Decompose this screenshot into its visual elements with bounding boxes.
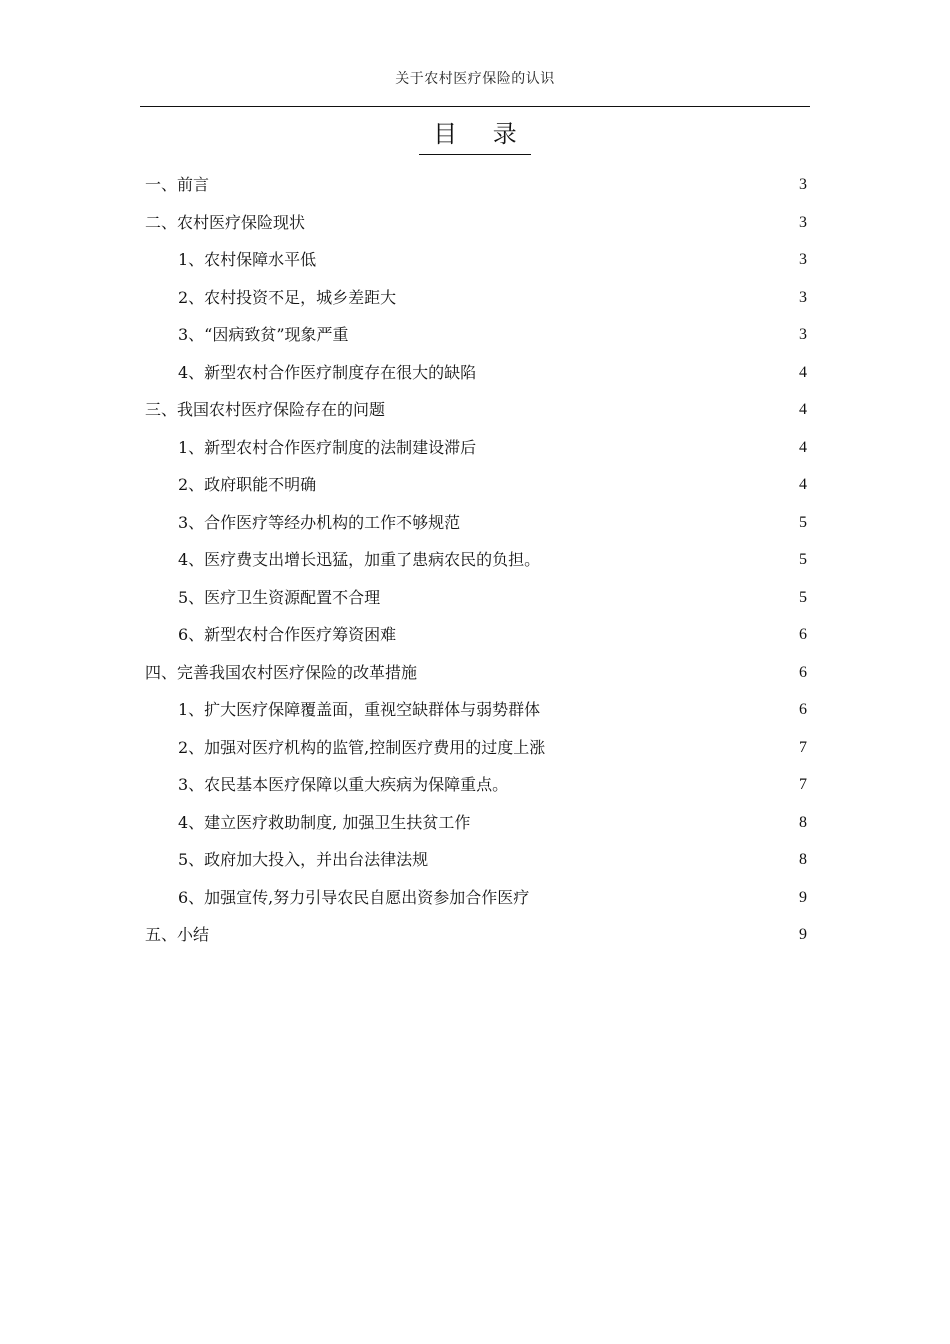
toc-entry-text: 1、新型农村合作医疗制度的法制建设滞后 [178,437,477,457]
header-rule [140,106,810,107]
toc-entry-text: 1、农村保障水平低 [178,250,317,269]
toc-entry-text: 5、医疗卫生资源配置不合理 [178,587,381,607]
toc-page-number: 3 [799,326,807,343]
toc-entry[interactable] [145,504,807,542]
toc-entry-text: 1、扩大医疗保障覆盖面，重视空缺群体与弱势群体 [178,700,541,719]
toc-page-number: 4 [799,401,807,418]
toc-entry-text: 4、新型农村合作医疗制度存在很大的缺陷 [178,362,477,382]
toc-entry[interactable] [145,579,807,617]
toc-page-number: 6 [799,626,807,643]
toc-entry-text: 5、政府加大投入，并出台法律法规 [178,850,429,869]
toc-page-number: 3 [799,251,807,268]
running-header: 关于农村医疗保险的认识 [395,71,555,87]
toc-page-number: 7 [799,776,807,793]
toc-page-number: 3 [799,176,807,193]
toc-page-number: 9 [799,926,807,943]
toc-page-number: 4 [799,476,807,493]
toc-entry[interactable] [145,691,807,729]
toc-entry-text: 3、农民基本医疗保障以重大疾病为保障重点。 [178,775,509,794]
toc-entry-text: 6、新型农村合作医疗筹资困难 [178,625,397,644]
toc-entry[interactable] [145,466,807,504]
toc-entry[interactable] [145,804,807,842]
toc-page-number: 6 [799,663,807,681]
toc-title-wrapper [0,118,950,155]
toc-entry[interactable] [145,541,807,579]
toc-page-number: 5 [799,513,807,531]
toc-entry[interactable] [145,879,807,917]
toc-entry[interactable] [145,729,807,767]
toc-page-number: 8 [799,813,807,831]
toc-page-number: 7 [799,738,807,756]
toc-page-number: 5 [799,588,807,606]
toc-entry[interactable] [145,354,807,392]
toc-entry-text: 4、建立医疗救助制度, 加强卫生扶贫工作 [178,812,471,832]
toc-entry[interactable] [145,316,807,354]
toc-page-number: 9 [799,888,807,906]
toc-entry-text: 二、农村医疗保险现状 [145,212,306,232]
toc-page-number: 4 [799,363,807,381]
toc-entry[interactable] [145,391,807,429]
toc-entry-text: 2、加强对医疗机构的监管,控制医疗费用的过度上涨 [178,737,546,757]
toc-entry-text: 一、前言 [145,175,210,194]
toc-entry[interactable] [145,766,807,804]
toc-entry-text: 2、农村投资不足，城乡差距大 [178,287,397,307]
table-of-contents [145,166,807,954]
toc-page-number: 8 [799,851,807,868]
toc-entry[interactable] [145,279,807,317]
toc-entry[interactable] [145,654,807,692]
toc-page-number: 3 [799,288,807,306]
toc-page-number: 4 [799,438,807,456]
toc-entry[interactable] [145,241,807,279]
toc-entry[interactable] [145,616,807,654]
toc-entry[interactable] [145,166,807,204]
toc-entry-text: 4、医疗费支出增长迅猛，加重了患病农民的负担。 [178,550,541,569]
toc-page-number: 6 [799,701,807,718]
toc-title: 目 录 [419,118,531,155]
toc-entry[interactable] [145,916,807,954]
toc-entry-text: 三、我国农村医疗保险存在的问题 [145,400,386,419]
toc-entry-text: 五、小结 [145,925,210,944]
toc-entry-text: 四、完善我国农村医疗保险的改革措施 [145,662,418,682]
toc-entry-text: 6、加强宣传,努力引导农民自愿出资参加合作医疗 [178,887,530,907]
toc-entry-text: 2、政府职能不明确 [178,475,317,494]
toc-page-number: 3 [799,213,807,231]
toc-entry[interactable] [145,204,807,242]
toc-entry-text: 3、合作医疗等经办机构的工作不够规范 [178,512,461,532]
toc-entry[interactable] [145,429,807,467]
toc-page-number: 5 [799,551,807,568]
toc-entry[interactable] [145,841,807,879]
toc-entry-text: 3、“因病致贫”现象严重 [178,325,349,344]
